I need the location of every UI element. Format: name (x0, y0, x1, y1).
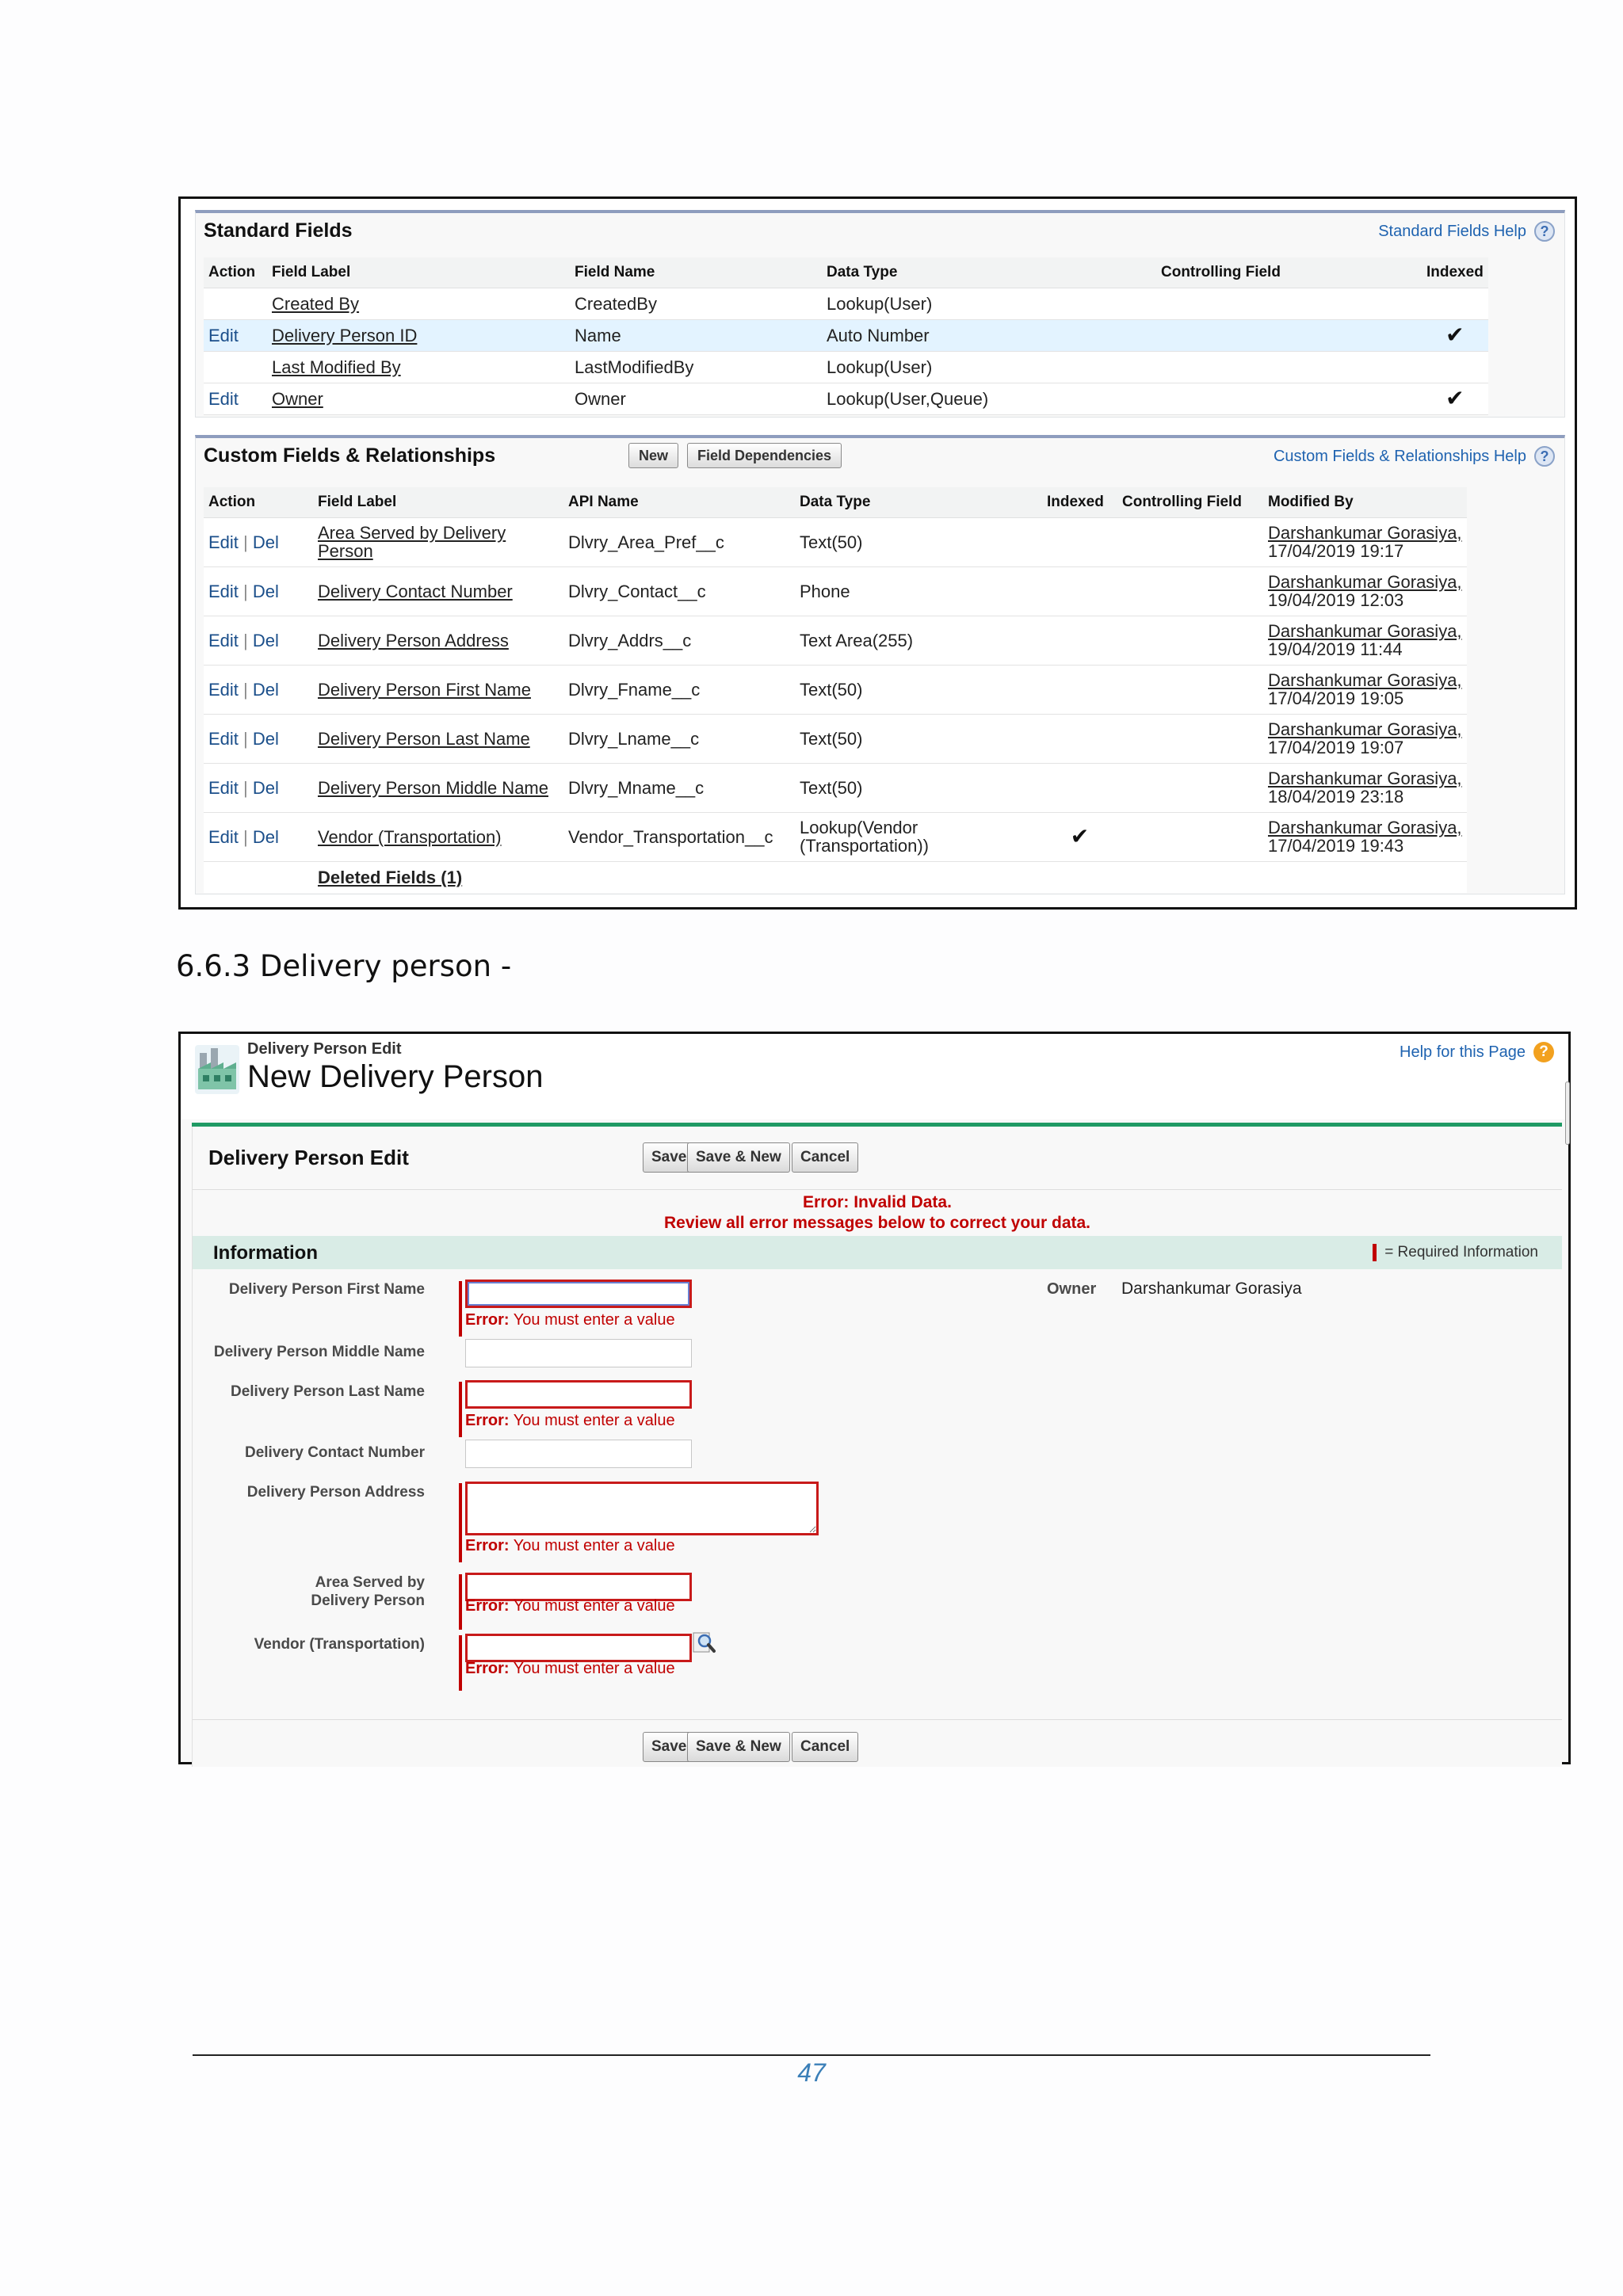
column-header: Indexed (1042, 487, 1117, 517)
data-type: Lookup(Vendor (Transportation)) (795, 812, 1042, 861)
column-header: Data Type (795, 487, 1042, 517)
contact-number-input[interactable] (465, 1440, 692, 1468)
custom-fields-panel (195, 435, 1565, 894)
field-name: Owner (570, 383, 822, 414)
action-separator: | (238, 630, 253, 650)
api-name: Dlvry_Fname__c (563, 665, 795, 714)
divider (193, 1719, 1562, 1720)
owner-value: Darshankumar Gorasiya (1121, 1280, 1302, 1298)
field-label-link[interactable]: Delivery Person ID (267, 319, 570, 351)
required-legend-text: = Required Information (1384, 1244, 1538, 1261)
modified-by-user-link[interactable]: Darshankumar Gorasiya, (1268, 818, 1462, 837)
edit-link[interactable]: Edit (208, 777, 239, 798)
edit-section (192, 1127, 1562, 1767)
table-row (204, 351, 1488, 383)
column-header: Modified By (1263, 487, 1467, 517)
field-name: CreatedBy (570, 288, 822, 319)
controlling-field (1156, 288, 1422, 319)
column-header: Field Label (313, 487, 563, 517)
standard-fields-table (204, 257, 1488, 415)
edit-link[interactable]: Edit (208, 728, 239, 749)
modified-by-cell (1263, 812, 1467, 861)
custom-fields-help-label[interactable]: Custom Fields & Relationships Help (1273, 447, 1526, 465)
field-label: Vendor (Transportation) (254, 1636, 425, 1653)
column-header: Indexed (1422, 257, 1488, 288)
field-error-message: Error: You must enter a value (465, 1412, 675, 1429)
controlling-field (1156, 351, 1422, 383)
action-separator: | (238, 679, 253, 700)
action-separator: | (238, 728, 253, 749)
api-name: Dlvry_Mname__c (563, 763, 795, 812)
indexed-check-icon: ✔ (1070, 823, 1090, 849)
field-error-message: Error: You must enter a value (465, 1537, 675, 1554)
table-row (204, 383, 1488, 414)
edit-page-screenshot (178, 1032, 1571, 1764)
information-title: Information (213, 1242, 318, 1264)
data-type: Text(50) (795, 763, 1042, 812)
help-question-icon[interactable]: ? (1534, 446, 1555, 467)
action-separator: | (238, 532, 253, 552)
column-header: Action (204, 487, 313, 517)
data-type: Text(50) (795, 665, 1042, 714)
required-marker (459, 1635, 462, 1691)
footer-rule (193, 2054, 1430, 2056)
address-textarea[interactable] (465, 1482, 819, 1535)
table-header-row (204, 487, 1467, 517)
required-marker (459, 1483, 462, 1562)
help-question-icon[interactable]: ? (1534, 221, 1555, 242)
delete-link[interactable]: Del (252, 679, 279, 700)
modified-date: 18/04/2019 23:18 (1268, 787, 1404, 807)
field-error-message: Error: You must enter a value (465, 1597, 675, 1615)
controlling-field (1117, 566, 1263, 616)
table-row (204, 566, 1467, 616)
field-label-link[interactable]: Delivery Person Middle Name (313, 763, 563, 812)
table-row (204, 763, 1467, 812)
page-header (181, 1034, 1568, 1119)
column-header: Data Type (822, 257, 1156, 288)
custom-fields-table (204, 487, 1467, 893)
fields-screenshot (178, 196, 1577, 910)
standard-fields-title: Standard Fields (204, 219, 353, 242)
controlling-field (1117, 763, 1263, 812)
custom-fields-help-link[interactable] (1274, 446, 1555, 467)
field-error-message: Error: You must enter a value (465, 1311, 675, 1329)
deleted-fields-link[interactable]: Deleted Fields (1) (313, 861, 795, 893)
controlling-field (1156, 383, 1422, 414)
action-separator: | (238, 826, 253, 847)
column-header: API Name (563, 487, 795, 517)
modified-date: 19/04/2019 12:03 (1268, 590, 1404, 610)
controlling-field (1117, 665, 1263, 714)
data-type: Text Area(255) (795, 616, 1042, 665)
middle-name-input[interactable] (465, 1339, 692, 1367)
action-cell (204, 517, 313, 566)
modified-by-cell (1263, 714, 1467, 763)
factory-object-icon (195, 1045, 239, 1094)
field-label: Delivery Person Last Name (230, 1383, 425, 1400)
standard-fields-help-link[interactable] (1378, 221, 1555, 242)
table-row (204, 319, 1488, 351)
column-header: Controlling Field (1117, 487, 1263, 517)
modified-by-cell (1263, 616, 1467, 665)
table-row (204, 714, 1467, 763)
field-dependencies-button[interactable]: Field Dependencies (687, 443, 842, 468)
field-label-link[interactable]: Created By (267, 288, 570, 319)
edit-link (204, 351, 267, 383)
column-header: Field Name (570, 257, 822, 288)
indexed-check-icon: ✔ (1445, 385, 1465, 410)
edit-section-title: Delivery Person Edit (208, 1146, 409, 1169)
field-label-link[interactable]: Area Served by Delivery Person (313, 517, 563, 566)
table-header-row (204, 257, 1488, 288)
edit-link[interactable]: Edit (208, 532, 239, 552)
table-row (204, 616, 1467, 665)
deleted-fields-row (204, 861, 1467, 893)
data-type: Text(50) (795, 714, 1042, 763)
table-row (204, 812, 1467, 861)
controlling-field (1117, 517, 1263, 566)
cancel-button[interactable]: Cancel (792, 1142, 858, 1173)
modified-by-user-link[interactable]: Darshankumar Gorasiya, (1268, 621, 1462, 641)
delete-link[interactable]: Del (252, 826, 279, 847)
field-label: Delivery Person First Name (228, 1281, 425, 1298)
page-help-link[interactable] (1400, 1042, 1554, 1062)
delete-link[interactable]: Del (252, 728, 279, 749)
delete-link[interactable]: Del (252, 581, 279, 601)
api-name: Dlvry_Contact__c (563, 566, 795, 616)
information-section-header (193, 1236, 1562, 1269)
section-heading: 6.6.3 Delivery person - (176, 949, 512, 983)
data-type: Text(50) (795, 517, 1042, 566)
field-error-message: Error: You must enter a value (465, 1660, 675, 1677)
page-help-label[interactable]: Help for this Page (1400, 1043, 1526, 1061)
save-button[interactable]: Save (643, 1142, 695, 1173)
api-name: Vendor_Transportation__c (563, 812, 795, 861)
column-header: Controlling Field (1156, 257, 1422, 288)
field-label-link[interactable]: Delivery Person First Name (313, 665, 563, 714)
edit-link[interactable]: Edit (208, 581, 239, 601)
field-label: Delivery Contact Number (244, 1444, 425, 1461)
modified-by-user-link[interactable]: Darshankumar Gorasiya, (1268, 523, 1462, 543)
modified-by-cell (1263, 763, 1467, 812)
modified-by-cell (1263, 665, 1467, 714)
api-name: Dlvry_Lname__c (563, 714, 795, 763)
field-label-link[interactable]: Delivery Contact Number (313, 566, 563, 616)
save-button-bottom[interactable]: Save (643, 1732, 695, 1762)
data-type: Auto Number (822, 319, 1156, 351)
field-name: Name (570, 319, 822, 351)
controlling-field (1117, 714, 1263, 763)
data-type: Lookup(User) (822, 351, 1156, 383)
last-name-input[interactable] (465, 1380, 692, 1409)
required-marker (459, 1382, 462, 1437)
api-name: Dlvry_Area_Pref__c (563, 517, 795, 566)
cancel-button-bottom[interactable]: Cancel (792, 1732, 858, 1762)
edit-link[interactable]: Edit (208, 826, 239, 847)
custom-fields-body (204, 517, 1467, 893)
page-number: 47 (797, 2058, 826, 2087)
data-type: Lookup(User,Queue) (822, 383, 1156, 414)
required-marker-icon (1373, 1244, 1377, 1261)
data-type: Phone (795, 566, 1042, 616)
delete-link[interactable]: Del (252, 532, 279, 552)
owner-label: Owner (1047, 1280, 1097, 1298)
action-cell (204, 714, 313, 763)
data-type: Lookup(User) (822, 288, 1156, 319)
new-field-button[interactable]: New (628, 443, 678, 468)
field-label-link[interactable]: Last Modified By (267, 351, 570, 383)
modified-by-cell (1263, 566, 1467, 616)
field-label-link[interactable]: Vendor (Transportation) (313, 812, 563, 861)
required-marker (459, 1574, 462, 1630)
modified-by-user-link[interactable]: Darshankumar Gorasiya, (1268, 670, 1462, 690)
error-detail: Review all error messages below to correct your data. (663, 1214, 1091, 1232)
table-row (204, 288, 1488, 319)
api-name: Dlvry_Addrs__c (563, 616, 795, 665)
vendor-lookup-input[interactable] (465, 1634, 692, 1662)
modified-by-user-link[interactable]: Darshankumar Gorasiya, (1268, 572, 1462, 592)
field-label-link[interactable]: Owner (267, 383, 570, 414)
action-cell (204, 616, 313, 665)
controlling-field (1117, 812, 1263, 861)
standard-fields-panel (195, 210, 1565, 418)
action-separator: | (238, 777, 253, 798)
divider (193, 1189, 1562, 1190)
delete-link[interactable]: Del (252, 630, 279, 650)
field-name: LastModifiedBy (570, 351, 822, 383)
field-label: Delivery Person Address (246, 1484, 425, 1501)
edit-link (204, 288, 267, 319)
delete-link[interactable]: Del (252, 777, 279, 798)
custom-fields-title: Custom Fields & Relationships (204, 444, 496, 467)
modified-date: 19/04/2019 11:44 (1268, 639, 1403, 659)
action-separator: | (238, 581, 253, 601)
modified-date: 17/04/2019 19:07 (1268, 738, 1404, 757)
required-legend (1373, 1244, 1538, 1261)
controlling-field (1156, 319, 1422, 351)
standard-fields-help-label[interactable]: Standard Fields Help (1378, 222, 1526, 240)
first-name-input[interactable] (465, 1280, 692, 1308)
scrollbar-handle[interactable] (1565, 1081, 1570, 1145)
help-question-icon[interactable]: ? (1533, 1042, 1554, 1062)
modified-date: 17/04/2019 19:17 (1268, 541, 1404, 561)
modified-date: 17/04/2019 19:05 (1268, 688, 1404, 708)
error-title: Error: Invalid Data. (803, 1193, 952, 1211)
edit-link[interactable]: Edit (204, 319, 267, 351)
action-cell (204, 812, 313, 861)
edit-link[interactable]: Edit (208, 630, 239, 650)
action-cell (204, 566, 313, 616)
action-cell (204, 763, 313, 812)
page-title: New Delivery Person (247, 1059, 544, 1094)
modified-by-cell (1263, 517, 1467, 566)
field-label: Delivery Person Middle Name (213, 1344, 425, 1360)
edit-link[interactable]: Edit (204, 383, 267, 414)
field-label-link[interactable]: Delivery Person Last Name (313, 714, 563, 763)
modified-date: 17/04/2019 19:43 (1268, 836, 1404, 856)
column-header: Field Label (267, 257, 570, 288)
page-subtitle: Delivery Person Edit (247, 1040, 402, 1058)
column-header: Action (204, 257, 267, 288)
indexed-check-icon: ✔ (1445, 322, 1465, 347)
action-cell (204, 665, 313, 714)
controlling-field (1117, 616, 1263, 665)
table-row (204, 665, 1467, 714)
field-label-link[interactable]: Delivery Person Address (313, 616, 563, 665)
save-and-new-button[interactable]: Save & New (687, 1142, 790, 1173)
save-and-new-button-bottom[interactable]: Save & New (687, 1732, 790, 1762)
lookup-search-icon[interactable] (693, 1630, 716, 1654)
table-row (204, 517, 1467, 566)
required-marker (459, 1281, 462, 1337)
edit-link[interactable]: Edit (208, 679, 239, 700)
modified-by-user-link[interactable]: Darshankumar Gorasiya, (1268, 719, 1462, 739)
modified-by-user-link[interactable]: Darshankumar Gorasiya, (1268, 769, 1462, 788)
field-label: Area Served by Delivery Person (311, 1574, 425, 1609)
